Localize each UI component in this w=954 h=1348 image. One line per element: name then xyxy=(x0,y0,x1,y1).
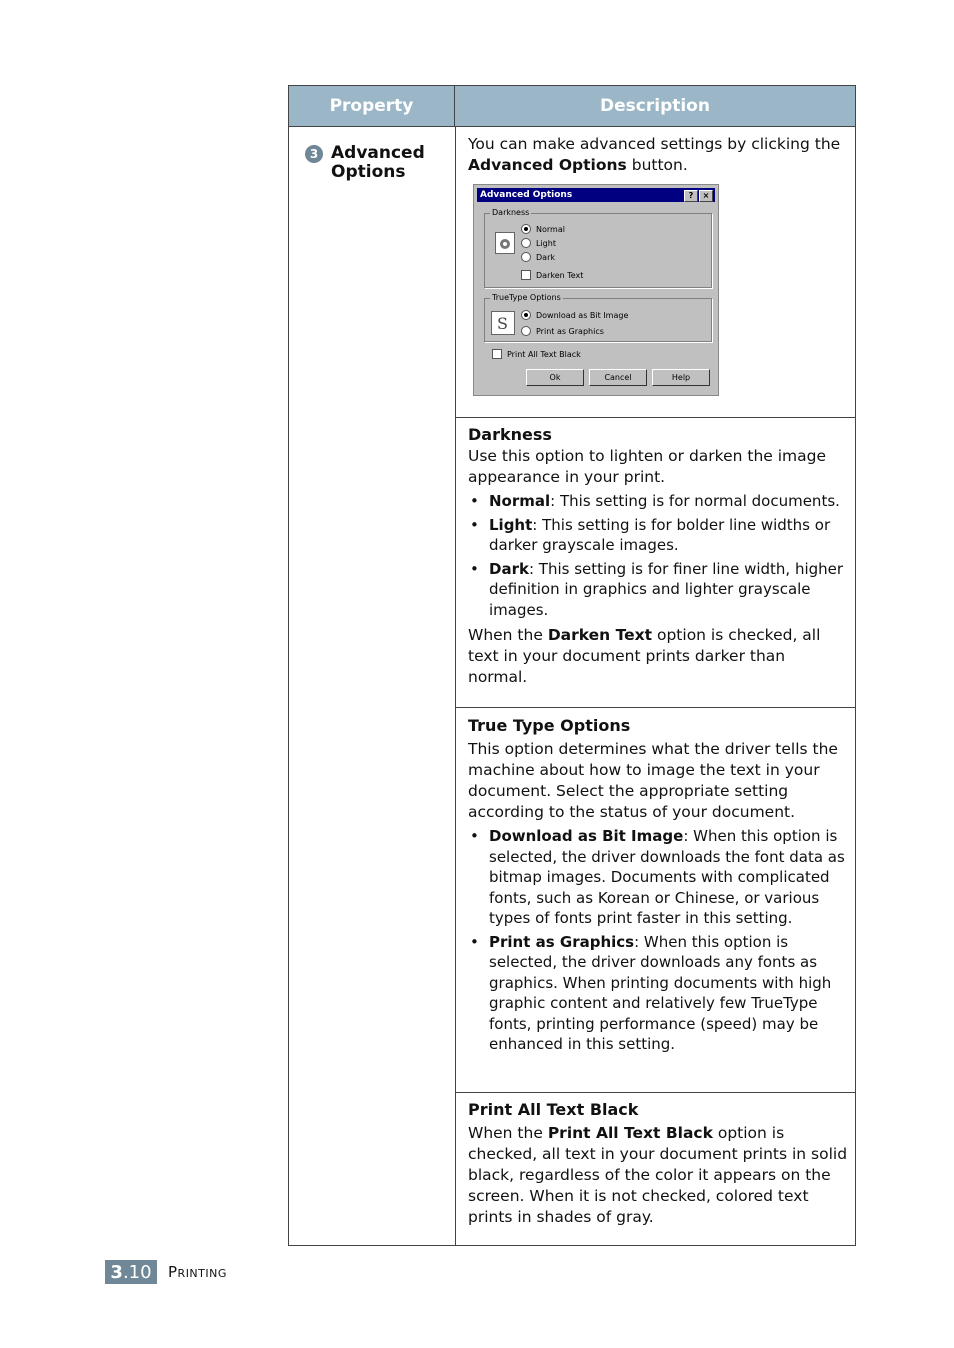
truetype-heading: True Type Options xyxy=(468,716,631,735)
ok-button[interactable]: Ok xyxy=(526,369,584,386)
truetype-group: TrueType Options S Download as Bit Image Print as Graphics xyxy=(484,298,712,342)
dialog-title: Advanced Options xyxy=(480,190,573,200)
list-item: • Dark: This setting is for finer line width, higher definition in graphics and lighter grayscale images. xyxy=(468,559,848,621)
section-label: Printing xyxy=(168,1263,227,1281)
list-item: • Light: This setting is for bolder line widths or darker grayscale images. xyxy=(468,515,848,556)
help-icon[interactable]: ? xyxy=(684,190,698,202)
cancel-button[interactable]: Cancel xyxy=(589,369,647,386)
radio-normal[interactable]: Normal xyxy=(521,224,565,234)
property-cell xyxy=(305,144,425,182)
darkness-group: Darkness Normal Light Dark Darken Text xyxy=(484,213,712,288)
checkbox-print-all-text-black[interactable]: Print All Text Black xyxy=(492,349,581,359)
dialog-title-bar xyxy=(477,188,715,202)
print-black-heading: Print All Text Black xyxy=(468,1100,639,1119)
list-item: • Normal: This setting is for normal documents. xyxy=(468,491,848,512)
radio-light[interactable]: Light xyxy=(521,238,556,248)
darkness-section: Darkness Use this option to lighten or darken the image appearance in your print. • Normal: This setting is for normal documents. • Light: This setting is for bolder line widths or darker grayscale images. • Dark: This setting is for finer line width, higher definition in graphics and lighter grayscale images. When the Darken Text option is checked, all text in your document prints darker than normal. xyxy=(468,424,848,688)
radio-print-as-graphics[interactable]: Print as Graphics xyxy=(521,326,604,336)
document-icon xyxy=(495,232,515,254)
darkness-list xyxy=(468,491,848,620)
darkness-heading: Darkness xyxy=(468,425,552,444)
row-divider xyxy=(455,707,855,708)
truetype-section: True Type Options This option determines what the driver tells the machine about how to image the text in your document. Select the appropriate setting according to the status of your document. • Download as Bit Image: When this option is selected, the driver downloads the font data as bitmap images. Documents with complicated fonts, such as Korean or Chinese, or various types of fonts print faster in this setting. • Print as Graphics: When this option is selected, the driver downloads any fonts as graphics. When printing documents with high graphic content and relatively few TrueType fonts, printing performance (speed) may be enhanced in this setting. xyxy=(468,715,848,1060)
svg-text:S: S xyxy=(497,314,508,333)
radio-dark[interactable]: Dark xyxy=(521,252,555,262)
font-icon xyxy=(491,311,515,335)
property-table xyxy=(288,85,856,1246)
radio-download-bit-image[interactable]: Download as Bit Image xyxy=(521,310,628,320)
page-number-badge: 3 .10 xyxy=(105,1260,157,1284)
close-icon[interactable]: × xyxy=(699,190,713,202)
intro-text: You can make advanced settings by clicking the Advanced Options button. xyxy=(468,135,841,174)
advanced-options-dialog xyxy=(473,184,719,396)
header-description: Description xyxy=(455,86,855,127)
list-item: • Download as Bit Image: When this option is selected, the driver downloads the font data as bitmap images. Documents with complicated fonts, such as Korean or Chinese, or various types of fonts print faster in this setting. xyxy=(468,826,848,929)
print-black-section: Print All Text Black When the Print All Text Black option is checked, all text in your document prints in solid black, regardless of the color it appears on the screen. When it is not checked, colored text prints in shades of gray. xyxy=(468,1100,848,1226)
row-divider xyxy=(455,417,855,418)
property-name: Advanced Options xyxy=(331,143,425,182)
row-divider xyxy=(455,1092,855,1093)
column-divider xyxy=(455,127,456,1245)
list-item: • Print as Graphics: When this option is selected, the driver downloads any fonts as graphics. When printing documents with high graphic content and relatively few TrueType fonts, printing performance (speed) may be enhanced in this setting. xyxy=(468,932,848,1055)
step-number-badge: 3 xyxy=(305,145,323,163)
truetype-list xyxy=(468,826,848,1055)
help-button[interactable]: Help xyxy=(652,369,710,386)
checkbox-darken-text[interactable]: Darken Text xyxy=(521,270,583,280)
header-property: Property xyxy=(289,86,455,127)
